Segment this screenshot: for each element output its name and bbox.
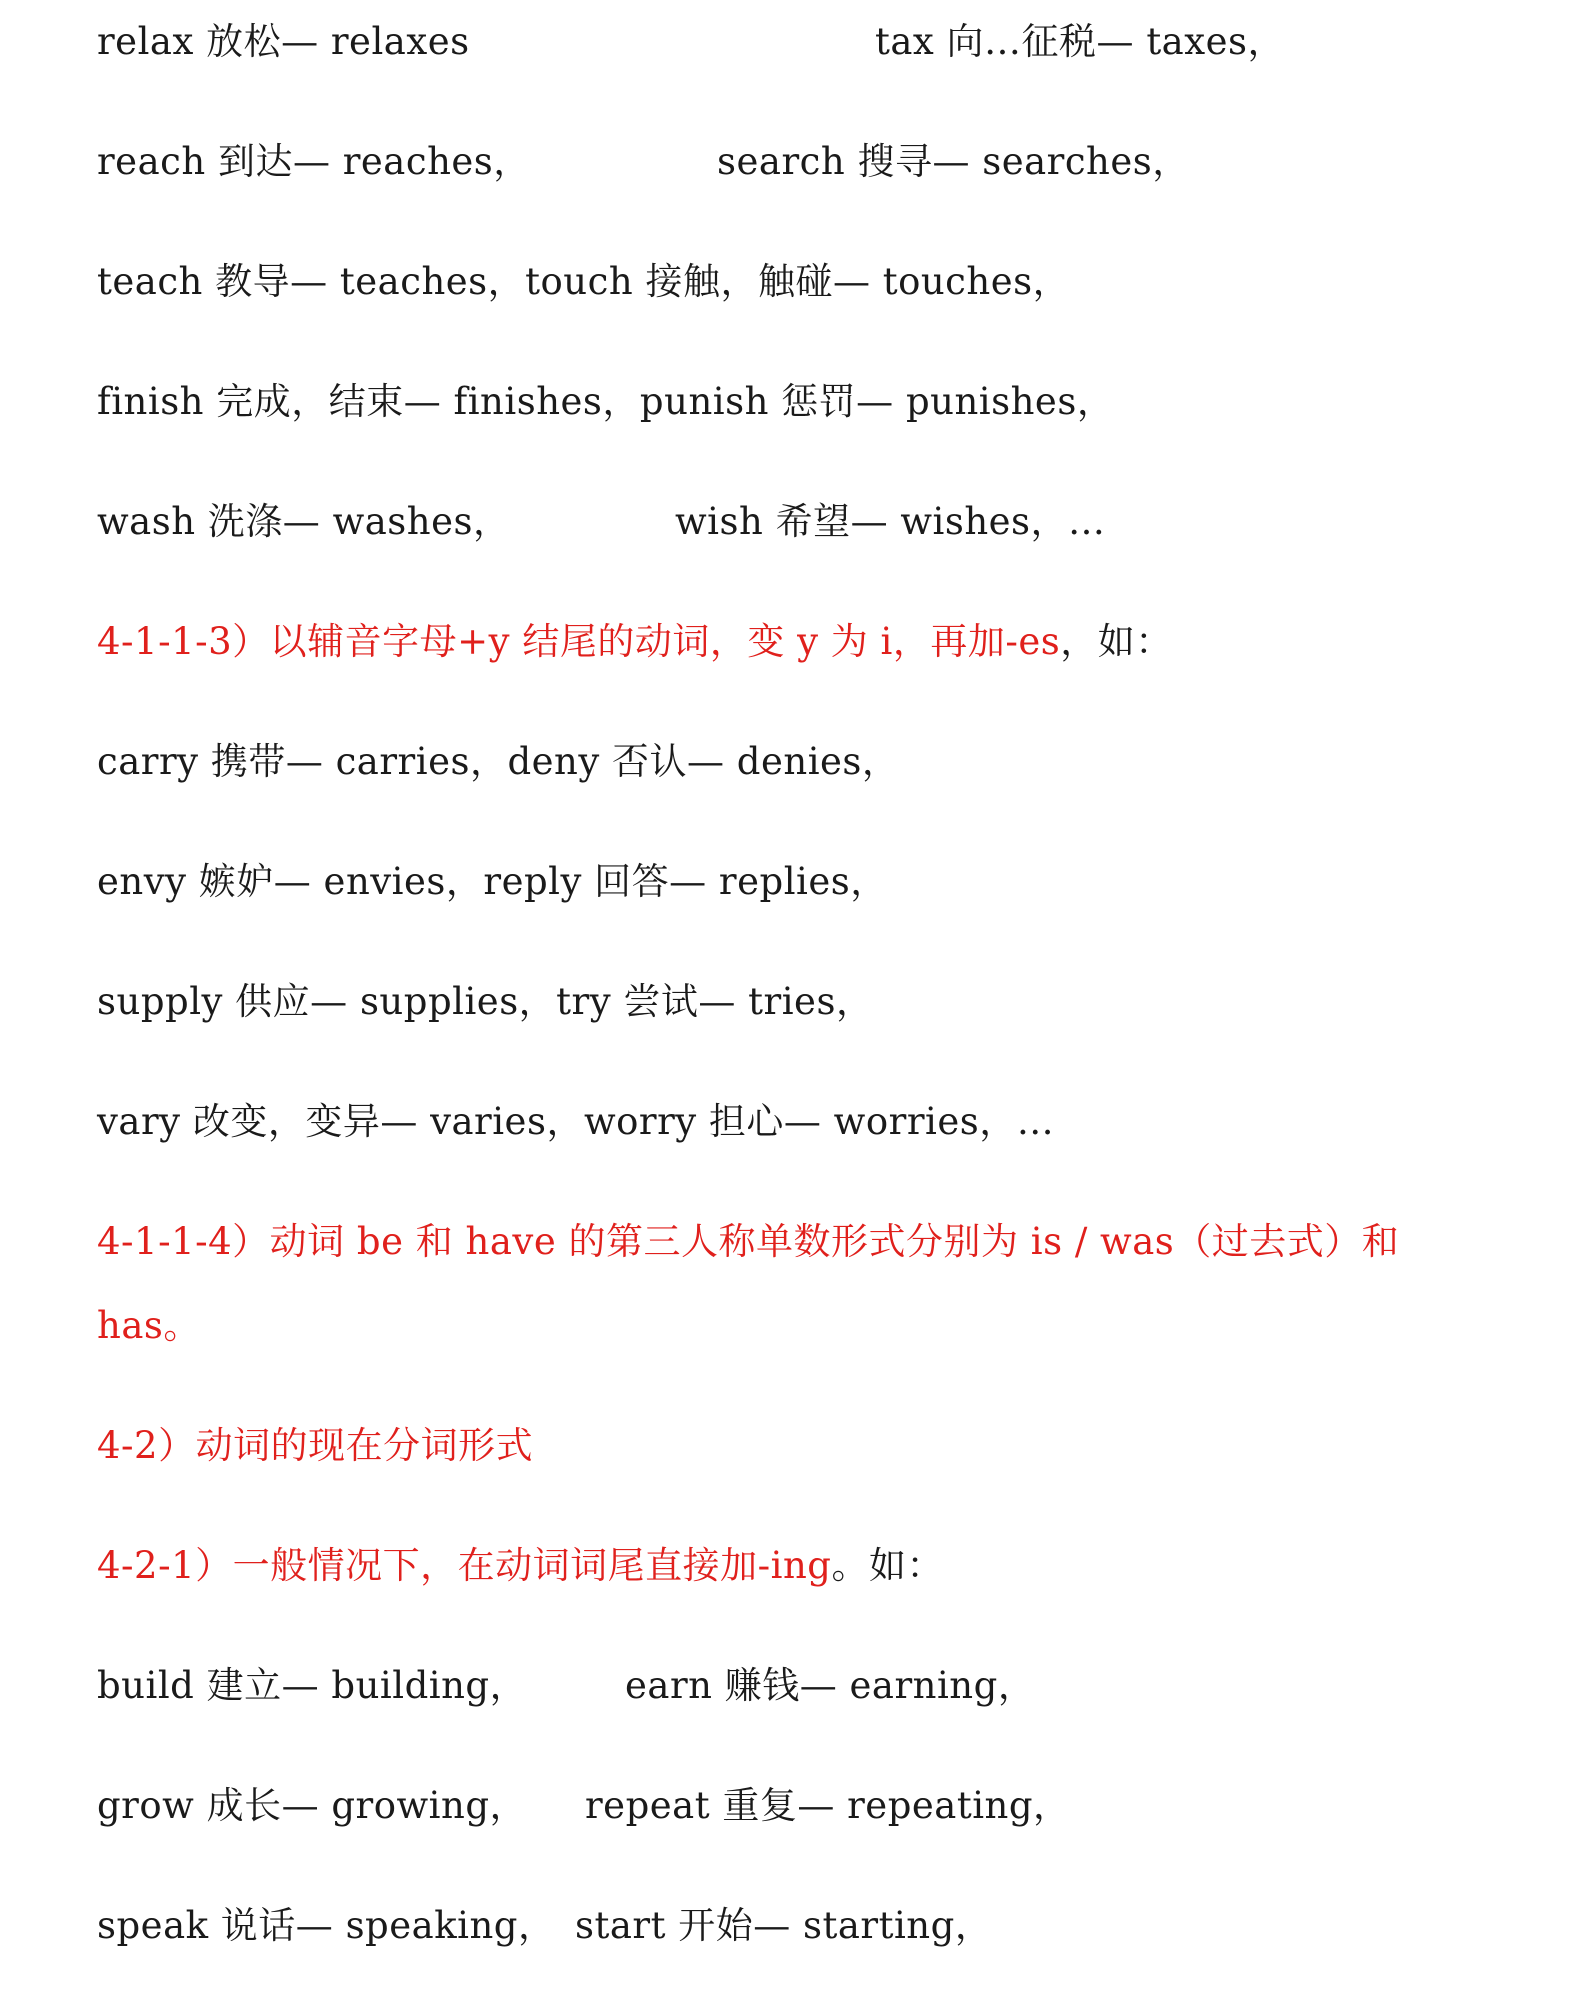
vocab-entry-build: build 建立— building， bbox=[97, 1664, 528, 1707]
vocab-entry-finish-punish: finish 完成，结束— finishes，punish 惩罚— punishes， bbox=[97, 380, 1115, 423]
vocab-entry-earn: earn 赚钱— earning， bbox=[625, 1664, 1036, 1707]
vocab-entry-teach-touch: teach 教导— teaches，touch 接触，触碰— touches， bbox=[97, 260, 1071, 303]
vocab-entry-repeat: repeat 重复— repeating， bbox=[585, 1784, 1071, 1827]
vocab-entry-search: search 搜寻— searches， bbox=[717, 140, 1190, 183]
vocab-entry-relax: relax 放松— relaxes bbox=[97, 20, 470, 63]
vocab-entry-envy-reply: envy 嫉妒— envies，reply 回答— replies， bbox=[97, 860, 888, 903]
vocab-entry-grow: grow 成长— growing， bbox=[97, 1784, 528, 1827]
vocab-entry-speak: speak 说话— speaking， bbox=[97, 1904, 556, 1947]
vocab-entry-wash: wash 洗涤— washes， bbox=[97, 500, 511, 543]
rule-heading-text: 4-2-1）一般情况下，在动词词尾直接加-ing bbox=[97, 1544, 832, 1587]
rule-heading-suffix: 。如： bbox=[831, 1544, 944, 1587]
rule-heading-suffix: ，如： bbox=[1060, 620, 1173, 663]
vocab-entry-tax: tax 向…征税— taxes， bbox=[875, 20, 1285, 63]
rule-heading-text: 4-1-1-4）动词 be 和 have 的第三人称单数形式分别为 is / was（过去式）和 bbox=[97, 1220, 1400, 1263]
vocab-entry-carry-deny: carry 携带— carries，deny 否认— denies， bbox=[97, 740, 900, 783]
vocab-entry-vary-worry: vary 改变，变异— varies，worry 担心— worries，… bbox=[97, 1100, 1055, 1143]
vocab-entry-wish: wish 希望— wishes，… bbox=[675, 500, 1106, 543]
vocab-entry-start: start 开始— starting， bbox=[575, 1904, 993, 1947]
vocab-entry-supply-try: supply 供应— supplies，try 尝试— tries， bbox=[97, 980, 874, 1023]
section-heading-text: 4-2）动词的现在分词形式 bbox=[97, 1424, 534, 1467]
rule-heading-text: has。 bbox=[97, 1304, 201, 1347]
vocab-entry-reach: reach 到达— reaches， bbox=[97, 140, 531, 183]
rule-heading-text: 4-1-1-3）以辅音字母+y 结尾的动词，变 y 为 i，再加-es bbox=[97, 620, 1061, 663]
